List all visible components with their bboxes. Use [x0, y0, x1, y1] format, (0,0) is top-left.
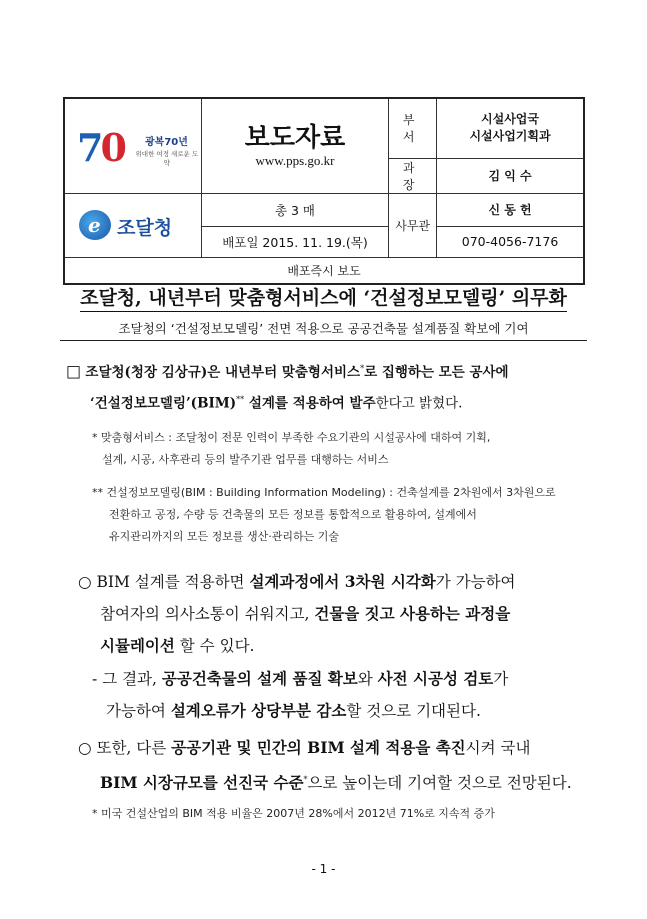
para4-sup: *: [303, 775, 308, 784]
website-url: www.pps.go.kr: [255, 152, 335, 168]
logo-70-anniversary-text: 광복70년: [145, 136, 188, 148]
para4-bold-2: BIM 시장규모를 선진국 수준: [100, 773, 304, 793]
para2-text-3: 참여자의 의사소통이 쉬워지고,: [100, 605, 315, 623]
dash-bullet: -: [92, 670, 98, 688]
para1-text-4: 설계를 적용하여 발주: [244, 395, 376, 412]
para4-text-2: 시켜 국내: [465, 739, 531, 757]
release-date: 배포일 2015. 11. 19.(목): [201, 226, 388, 257]
officer-name: 신 동 헌: [437, 193, 584, 226]
officer-phone: 070-4056-7176: [437, 226, 584, 257]
footnote-1-line-1: * 맞춤형서비스 : 조달청이 전문 인력이 부족한 수요기관의 시설공사에 대하여 기획,: [92, 431, 491, 444]
para2-text-1: BIM 설계를 적용하면: [96, 573, 250, 591]
dept-bureau: 시설사업국: [481, 112, 539, 127]
para4-bold-1: 공공기관 및 민간의 BIM 설계 적용을 촉진: [171, 738, 466, 757]
para3-line-1: [92, 663, 602, 695]
paragraph-1: [66, 355, 586, 387]
footnote-1: [92, 427, 592, 471]
header-table: [63, 97, 585, 285]
paragraph-4: [78, 732, 598, 799]
dept-division: 시설사업기획과: [469, 129, 551, 144]
liberation-70th-logo: [65, 119, 201, 173]
para3-line-2: [92, 695, 602, 727]
pps-logo: [65, 200, 201, 250]
para3-text-4: 가능하여: [106, 702, 171, 720]
para1-text-3: ‘건설정보모델링’(BIM): [90, 395, 237, 412]
para4-line-2: [78, 764, 598, 799]
square-bullet: □: [66, 361, 82, 381]
divider: [60, 340, 587, 341]
footnote-2: [92, 482, 592, 548]
para4-text-1: 또한, 다른: [96, 739, 172, 757]
subheadline: 조달청의 ‘건설정보모델링’ 전면 적용으로 공공건축물 설계품질 확보에 기여: [118, 321, 529, 336]
para2-line-3: [78, 630, 598, 662]
para3-bold-3: 설계오류가 상당부분 감소: [170, 701, 347, 720]
logo-agency-cell: [64, 193, 201, 257]
footnote-2-line-3: 유지관리까지의 모든 정보를 생산·관리하는 기술: [109, 530, 340, 543]
paragraph-1-line-2: [90, 386, 590, 418]
para2-text-2: 가 가능하여: [435, 573, 516, 591]
logo-70th-cell: [64, 98, 201, 193]
para4-line-1: [78, 732, 598, 764]
manager-label: 과 장: [389, 158, 437, 193]
para4-text-3: 으로 높이는데 기여할 것으로 전망된다.: [307, 774, 572, 793]
logo-70-slogan: 위대한 여정 새로운 도약: [135, 149, 199, 167]
dept-label: 부 서: [389, 98, 437, 158]
paragraph-2: [78, 566, 598, 662]
dept-value: [437, 98, 584, 158]
footnote-1-line-2: 설계, 시공, 사후관리 등의 발주기관 업무를 대행하는 서비스: [102, 453, 389, 466]
para2-line-2: [78, 598, 598, 630]
logo-70-number: 70: [77, 124, 124, 170]
officer-label: 사무관: [389, 193, 437, 257]
paragraph-3: [92, 663, 602, 727]
para2-text-4: 할 수 있다.: [174, 637, 255, 655]
para2-bold-3: 시뮬레이션: [100, 636, 175, 655]
para3-text-1: 그 결과,: [102, 670, 162, 688]
para1-text-2: 로 집행하는 모든 공사에: [364, 364, 509, 381]
pps-emblem-icon: e: [79, 210, 111, 240]
footnote-2-line-2: 전환하고 공정, 수량 등 건축물의 모든 정보를 통합적으로 활용하여, 설계에서: [109, 508, 477, 521]
doc-title-cell: [201, 98, 388, 193]
para3-text-2: 와: [357, 670, 378, 688]
footnote-3: * 미국 건설산업의 BIM 적용 비율은 2007년 28%에서 2012년 71%로 지속적 증가: [92, 807, 495, 820]
para3-bold-2: 사전 시공성 검토: [377, 669, 494, 688]
para1-text-5: 한다고 밝혔다.: [375, 395, 463, 412]
manager-name: 김 익 수: [437, 158, 584, 193]
para3-text-5: 할 것으로 기대된다.: [346, 702, 481, 720]
page-number: - 1 -: [311, 862, 336, 876]
release-note: 배포즉시 보도: [64, 257, 584, 284]
headline: [0, 283, 647, 310]
circle-bullet: ○: [78, 573, 92, 591]
para2-bold-2: 건물을 짓고 사용하는 과정을: [314, 604, 511, 623]
footnote-2-line-1: ** 건설정보모델링(BIM : Building Information Modeling) : 건축설계를 2차원에서 3차원으로: [92, 486, 556, 499]
para3-text-3: 가: [493, 670, 509, 688]
circle-bullet: ○: [78, 739, 92, 757]
headline-text: 조달청, 내년부터 맞춤형서비스에 ‘건설정보모델링’ 의무화: [80, 287, 567, 312]
para1-sup-2: **: [236, 395, 245, 404]
doc-type-title: 보도자료: [244, 122, 346, 153]
para2-line-1: [78, 566, 598, 598]
para1-sup-1: *: [360, 364, 365, 373]
para2-bold-1: 설계과정에서 3차원 시각화: [249, 572, 436, 591]
pps-logo-name: 조달청: [117, 217, 173, 239]
page-count: 총 3 매: [201, 193, 388, 226]
para3-bold-1: 공공건축물의 설계 품질 확보: [161, 669, 358, 688]
para1-text-1: 조달청(청장 김상규)은 내년부터 맞춤형서비스: [85, 364, 361, 381]
